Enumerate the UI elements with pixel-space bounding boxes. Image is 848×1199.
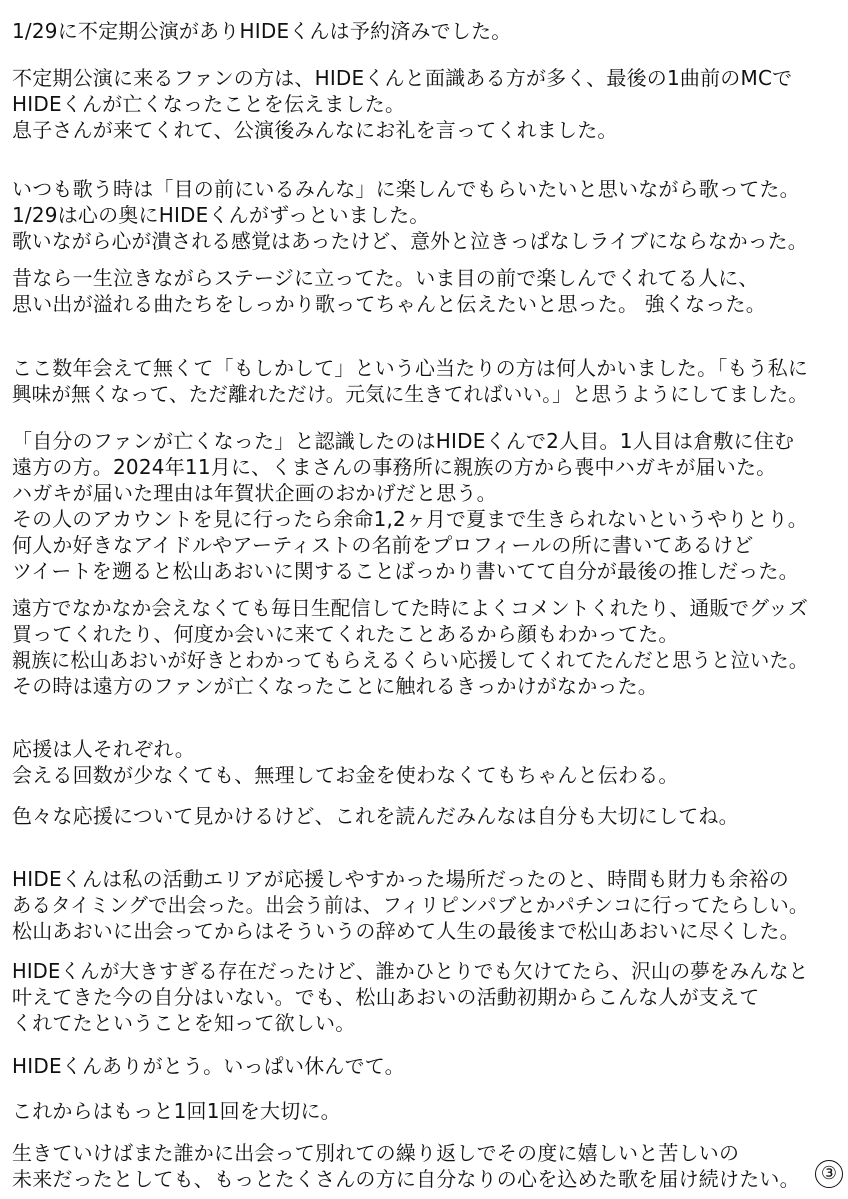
text-line: くれてたということを知って欲しい。 [12, 1011, 356, 1035]
text-line: 昔なら一生泣きながらステージに立ってた。いま目の前で楽しんでくれてる人に、 [12, 266, 759, 290]
text-line: 興味が無くなって、ただ離れただけ。元気に生きてればいい。」と思うようにしてました。 [12, 382, 809, 406]
text-line: ハガキが届いた理由は年賀状企画のおかげだと思う。 [12, 481, 497, 505]
text-line: 歌いながら心が潰される感覚はあったけど、意外と泣きっぱなしライブにならなかった。 [12, 229, 808, 253]
text-line: 「自分のファンが亡くなった」と認識したのはHIDEくんで2人目。1人目は倉敷に住む [12, 429, 795, 453]
text-line: 買ってくれたり、何度か会いに来てくれたことあるから顔もわかってた。 [12, 622, 679, 646]
text-line: 思い出が溢れる曲たちをしっかり歌ってちゃんと伝えたいと思った。 強くなった。 [12, 292, 766, 316]
text-line: 叶えてきた今の自分はいない。でも、松山あおいの活動初期からこんな人が支えて [12, 985, 760, 1009]
text-line: 会える回数が少なくても、無理してお金を使わなくてもちゃんと伝わる。 [12, 763, 679, 787]
text-line: HIDEくんは私の活動エリアが応援しやすかった場所だったのと、時間も財力も余裕の [12, 867, 789, 891]
text-line: あるタイミングで出会った。出会う前は、フィリピンパブとかパチンコに行ってたらしい。 [12, 893, 809, 917]
text-line: 1/29は心の奥にHIDEくんがずっといました。 [12, 203, 430, 227]
text-line: 松山あおいに出会ってからはそういうの辞めて人生の最後まで松山あおいに尽くした。 [12, 919, 800, 943]
text-line: HIDEくんが亡くなったことを伝えました。 [12, 92, 406, 116]
text-line: 親族に松山あおいが好きとわかってもらえるくらい応援してくれてたんだと思うと泣いた。 [12, 648, 809, 672]
text-line: 応援は人それぞれ。 [12, 737, 195, 761]
text-line: 不定期公演に来るファンの方は、HIDEくんと面識ある方が多く、最後の1曲前のMCで [12, 66, 793, 90]
text-line: 何人か好きなアイドルやアーティストの名前をプロフィールの所に書いてあるけど [12, 533, 754, 557]
text-line: 生きていけばまた誰かに出会って別れての繰り返しでその度に嬉しいと苦しいの [12, 1141, 740, 1165]
text-line: その時は遠方のファンが亡くなったことに触れるきっかけがなかった。 [12, 674, 658, 698]
text-line: これからはもっと1回1回を大切に。 [12, 1099, 341, 1123]
text-line: HIDEくんありがとう。いっぱい休んでて。 [12, 1054, 405, 1078]
page-number: ③ [815, 1160, 843, 1188]
text-line: ツイートを遡ると松山あおいに関することばっかり書いてて自分が最後の推しだった。 [12, 559, 799, 583]
text-line: いつも歌う時は「目の前にいるみんな」に楽しんでもらいたいと思いながら歌ってた。 [12, 177, 800, 201]
text-line: その人のアカウントを見に行ったら余命1,2ヶ月で夏まで生きられないというやりとり。 [12, 507, 808, 531]
text-line: 遠方でなかなか会えなくても毎日生配信してた時によくコメントくれたり、通販でグッズ [12, 596, 809, 620]
text-line: 息子さんが来てくれて、公演後みんなにお礼を言ってくれました。 [12, 118, 618, 142]
text-line: 未来だったとしても、もっとたくさんの方に自分なりの心を込めた歌を届け続けたい。 [12, 1167, 800, 1191]
text-line: ここ数年会えて無くて「もしかして」という心当たりの方は何人かいました。「もう私に [12, 356, 809, 380]
text-line: HIDEくんが大きすぎる存在だったけど、誰かひとりでも欠けてたら、沢山の夢をみんなと [12, 959, 809, 983]
text-line: 1/29に不定期公演がありHIDEくんは予約済みでした。 [12, 19, 512, 43]
text-line: 遠方の方。2024年11月に、くまさんの事務所に親族の方から喪中ハガキが届いた。 [12, 455, 777, 479]
text-line: 色々な応援について見かけるけど、これを読んだみんなは自分も大切にしてね。 [12, 804, 739, 828]
